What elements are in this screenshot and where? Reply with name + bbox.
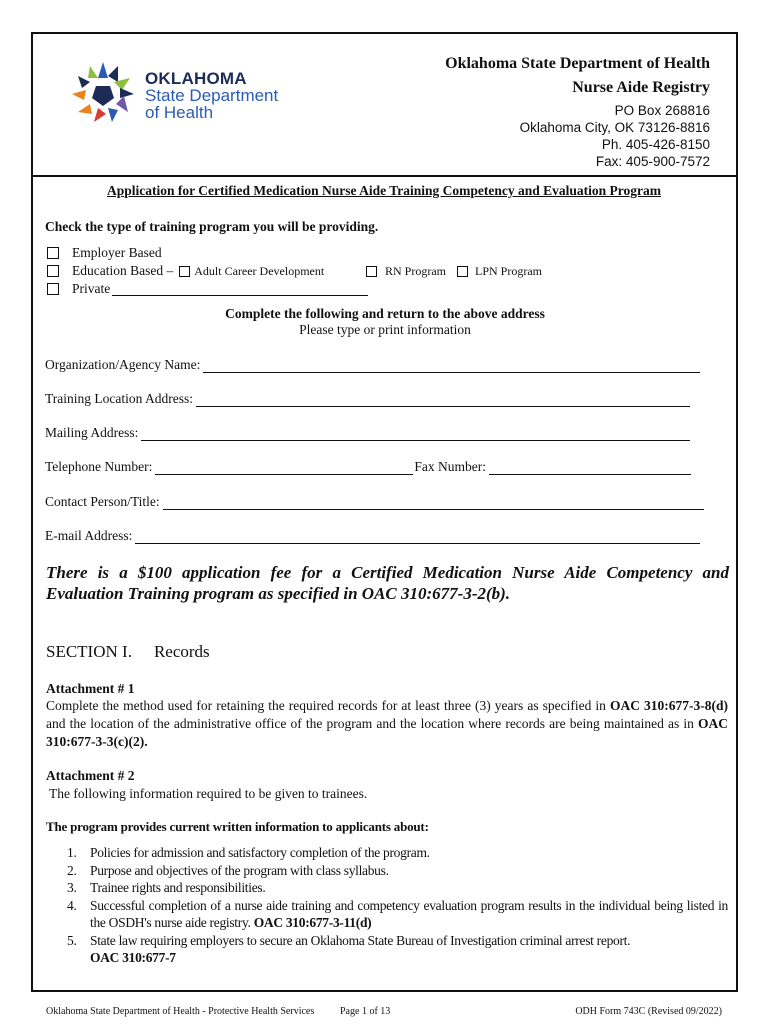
attachment-2-text: The following information required to be given to trainees.	[49, 786, 368, 801]
employer-label: Employer Based	[72, 245, 162, 260]
mailing-address-input[interactable]	[141, 428, 690, 441]
private-checkbox[interactable]	[47, 283, 59, 295]
list-item: 3. Trainee rights and responsibilities.	[67, 880, 266, 895]
option-private-row	[47, 281, 368, 297]
adult-career-label: Adult Career Development	[194, 263, 325, 278]
attachment-2-label: Attachment # 2	[46, 768, 135, 783]
header-divider	[31, 175, 738, 177]
lpn-checkbox[interactable]	[457, 266, 468, 277]
option-rn-row	[366, 264, 446, 279]
org-name-label: Organization/Agency Name:	[45, 357, 201, 372]
star-burst-icon	[68, 60, 138, 128]
telephone-label: Telephone Number:	[45, 459, 153, 474]
email-label: E-mail Address:	[45, 528, 133, 543]
telephone-input[interactable]	[155, 462, 413, 475]
logo-line-1: OKLAHOMA	[145, 69, 247, 88]
att1-text-b: and the location of the administrative office of the program and the location where records are being maintained as in	[46, 716, 698, 731]
list-item: 1. Policies for admission and satisfactory completion of the program.	[67, 845, 430, 860]
training-address-field	[45, 391, 690, 407]
section-title: Records	[153, 642, 210, 661]
list-item: 2. Purpose and objectives of the program with class syllabus.	[67, 862, 389, 878]
agency-po-box: PO Box 268816	[614, 103, 710, 118]
training-address-input[interactable]	[196, 394, 690, 407]
agency-division: Nurse Aide Registry	[572, 79, 710, 96]
education-label: Education Based –	[72, 263, 174, 278]
program-type-question: Check the type of training program you will be providing.	[45, 219, 379, 234]
footer-page-number: Page 1 of 13	[340, 1006, 391, 1017]
agency-fax: Fax: 405-900-7572	[595, 154, 710, 169]
email-field	[45, 528, 700, 544]
training-address-label: Training Location Address:	[45, 391, 193, 406]
option-employer-row	[47, 245, 162, 261]
phone-fax-field	[45, 459, 691, 475]
mailing-address-field	[45, 425, 690, 441]
contact-input[interactable]	[163, 497, 704, 510]
fax-input[interactable]	[489, 462, 691, 475]
list-item: 4. Successful completion of a nurse aide training and competency evaluation program results in the individual being listed in the OSDH's nurse aide registry. OAC 310:677-3-11(d)	[67, 897, 728, 930]
agency-name: Oklahoma State Department of Health	[445, 55, 710, 72]
mailing-address-label: Mailing Address:	[45, 425, 139, 440]
lpn-label: LPN Program	[475, 264, 542, 278]
attachment-1-text	[46, 697, 728, 751]
rn-checkbox[interactable]	[366, 266, 377, 277]
logo-line-2: State Department	[145, 86, 279, 105]
attachment-1-label: Attachment # 1	[46, 681, 135, 696]
contact-field	[45, 494, 704, 510]
footer-left: Oklahoma State Department of Health - Protective Health Services	[46, 1006, 315, 1017]
education-checkbox[interactable]	[47, 265, 59, 277]
application-title: Application for Certified Medication Nurse Aide Training Competency and Evaluation Program	[107, 183, 661, 198]
contact-label: Contact Person/Title:	[45, 494, 160, 509]
adult-career-checkbox[interactable]	[179, 266, 190, 277]
email-input[interactable]	[135, 531, 700, 544]
list-item: 5. State law requiring employers to secure an Oklahoma State Bureau of Investigation criminal arrest report. OAC 310:677-7	[67, 932, 631, 965]
agency-phone: Ph. 405-426-8150	[601, 137, 710, 152]
option-education-row	[47, 263, 324, 279]
program-info-heading: The program provides current written information to applicants about:	[46, 819, 429, 834]
org-name-input[interactable]	[203, 360, 700, 373]
att1-ref-1: OAC 310:677-3-8(d)	[609, 698, 728, 713]
option-lpn-row	[457, 264, 542, 279]
private-label: Private	[72, 281, 111, 296]
att1-text-a: Complete the method used for retaining the required records for at least three (3) years as specified in	[46, 698, 610, 713]
agency-city: Oklahoma City, OK 73126-8816	[519, 120, 710, 135]
section-heading	[46, 642, 210, 662]
private-specify-line[interactable]	[112, 283, 368, 296]
fax-label: Fax Number:	[414, 459, 487, 474]
complete-instruction: Complete the following and return to the above address	[225, 306, 545, 321]
program-info-list	[46, 844, 728, 967]
rn-label: RN Program	[385, 264, 446, 278]
org-name-field	[45, 357, 700, 373]
print-instruction: Please type or print information	[299, 322, 471, 337]
section-number: SECTION I.	[46, 642, 132, 661]
logo-line-3: of Health	[145, 103, 214, 122]
footer-form-id: ODH Form 743C (Revised 09/2022)	[575, 1006, 722, 1017]
fee-notice: There is a $100 application fee for a Certified Medication Nurse Aide Competency and Evaluation Training program as specified in OAC 310:677-3-2(b).	[46, 563, 729, 603]
logo-wordmark	[145, 70, 278, 121]
employer-checkbox[interactable]	[47, 247, 59, 259]
agency-header	[445, 52, 710, 170]
att1-ref-2: OAC 310:677-3-3(c)(2).	[46, 716, 728, 749]
